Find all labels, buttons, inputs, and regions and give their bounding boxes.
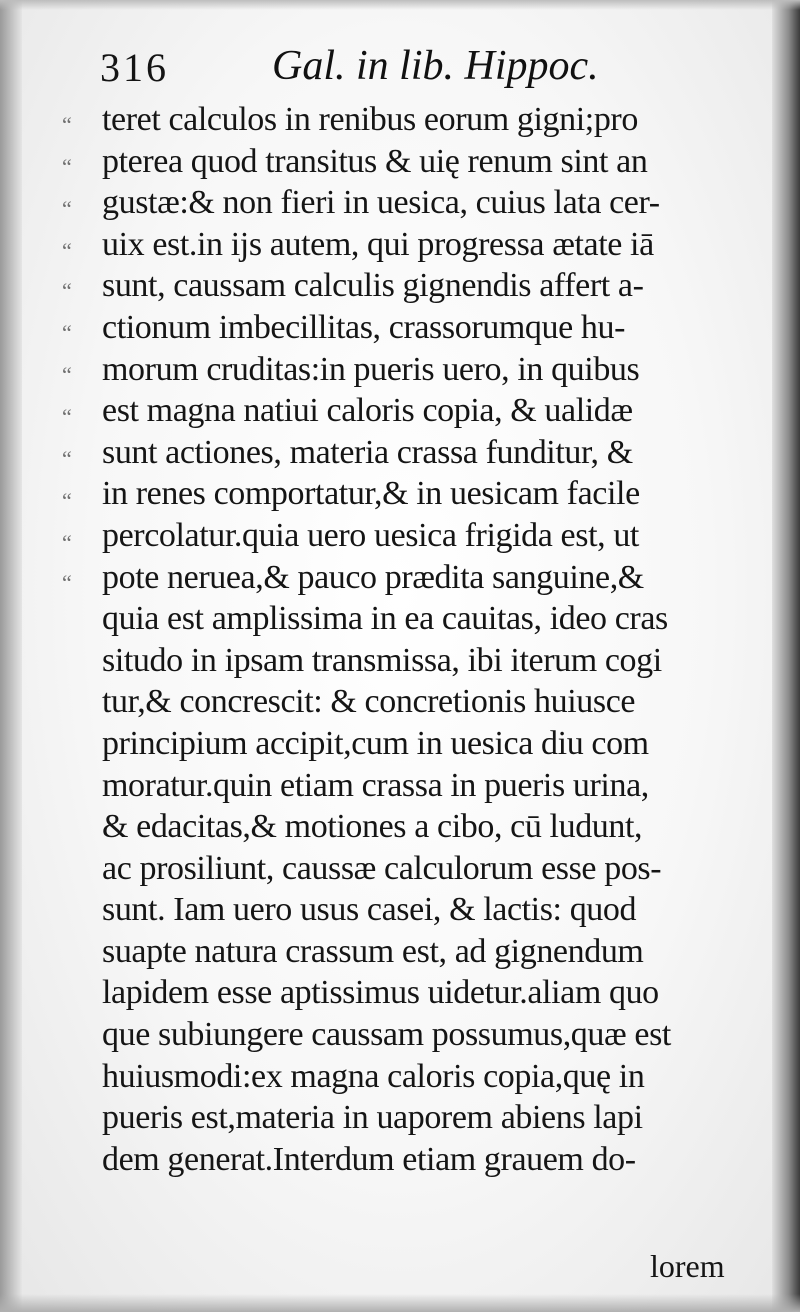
page-edge-top xyxy=(0,0,800,10)
margin-marker: “ xyxy=(62,112,72,137)
text-line: morum cruditas:in pueris uero, in quibus xyxy=(102,350,640,388)
text-line: uix est.in ijs autem, qui progressa ætate iā xyxy=(102,225,654,263)
text-line: ac prosiliunt, caussæ calculorum esse pos- xyxy=(102,849,662,887)
text-line: est magna natiui caloris copia, & ualidæ xyxy=(102,392,633,430)
margin-marker: “ xyxy=(62,404,72,429)
text-line: pterea quod transitus & uię renum sint an xyxy=(102,142,648,180)
text-line: lapidem esse aptissimus uidetur.aliam quo xyxy=(102,974,659,1012)
text-line: suapte natura crassum est, ad gignendum xyxy=(102,932,644,970)
margin-marker: “ xyxy=(62,530,72,555)
page-edge-bottom xyxy=(0,1294,800,1312)
margin-marker: “ xyxy=(62,154,72,179)
text-line: pote neruea,& pauco prædita sanguine,& xyxy=(102,558,644,596)
text-line: sunt. Iam uero usus casei, & lactis: quod xyxy=(102,891,637,929)
text-line: in renes comportatur,& in uesicam facile xyxy=(102,475,640,513)
text-line: pueris est,materia in uaporem abiens lapi xyxy=(102,1099,643,1137)
text-line: huiusmodi:ex magna caloris copia,quę in xyxy=(102,1057,645,1095)
text-line: quia est amplissima in ea cauitas, ideo cras xyxy=(102,600,668,638)
margin-marker: “ xyxy=(62,446,72,471)
text-line: sunt actiones, materia crassa funditur, & xyxy=(102,433,633,471)
body-text xyxy=(102,99,762,1180)
margin-marker: “ xyxy=(62,320,72,345)
text-line: teret calculos in renibus eorum gigni;pro xyxy=(102,101,638,138)
text-line: sunt, caussam calculis gignendis affert a- xyxy=(102,267,644,305)
text-line: principium accipit,cum in uesica diu com xyxy=(102,724,649,762)
text-line: ctionum imbecillitas, crassorumque hu- xyxy=(102,308,626,346)
margin-marker: “ xyxy=(62,570,72,595)
catchword: lorem xyxy=(650,1248,725,1284)
margin-marker: “ xyxy=(62,196,72,221)
running-title: Gal. in lib. Hippoc. xyxy=(272,43,599,89)
page-edge-right xyxy=(772,0,800,1312)
text-line: situdo in ipsam transmissa, ibi iterum cogi xyxy=(102,641,662,679)
text-line: & edacitas,& motiones a cibo, cū ludunt, xyxy=(102,808,643,846)
text-line: percolatur.quia uero uesica frigida est, ut xyxy=(102,516,639,554)
page-number: 316 xyxy=(100,45,169,90)
text-line: dem generat.Interdum etiam grauem do- xyxy=(102,1140,636,1178)
running-head xyxy=(100,40,660,100)
margin-marker: “ xyxy=(62,278,72,303)
margin-marker: “ xyxy=(62,362,72,387)
text-line: que subiungere caussam possumus,quæ est xyxy=(102,1016,671,1054)
text-line: moratur.quin etiam crassa in pueris urina, xyxy=(102,766,649,804)
text-line: gustæ:& non fieri in uesica, cuius lata cer- xyxy=(102,184,660,222)
page-edge-left xyxy=(0,0,22,1312)
margin-marker: “ xyxy=(62,238,72,263)
text-line: tur,& concrescit: & concretionis huiusce xyxy=(102,683,636,721)
margin-marker: “ xyxy=(62,488,72,513)
